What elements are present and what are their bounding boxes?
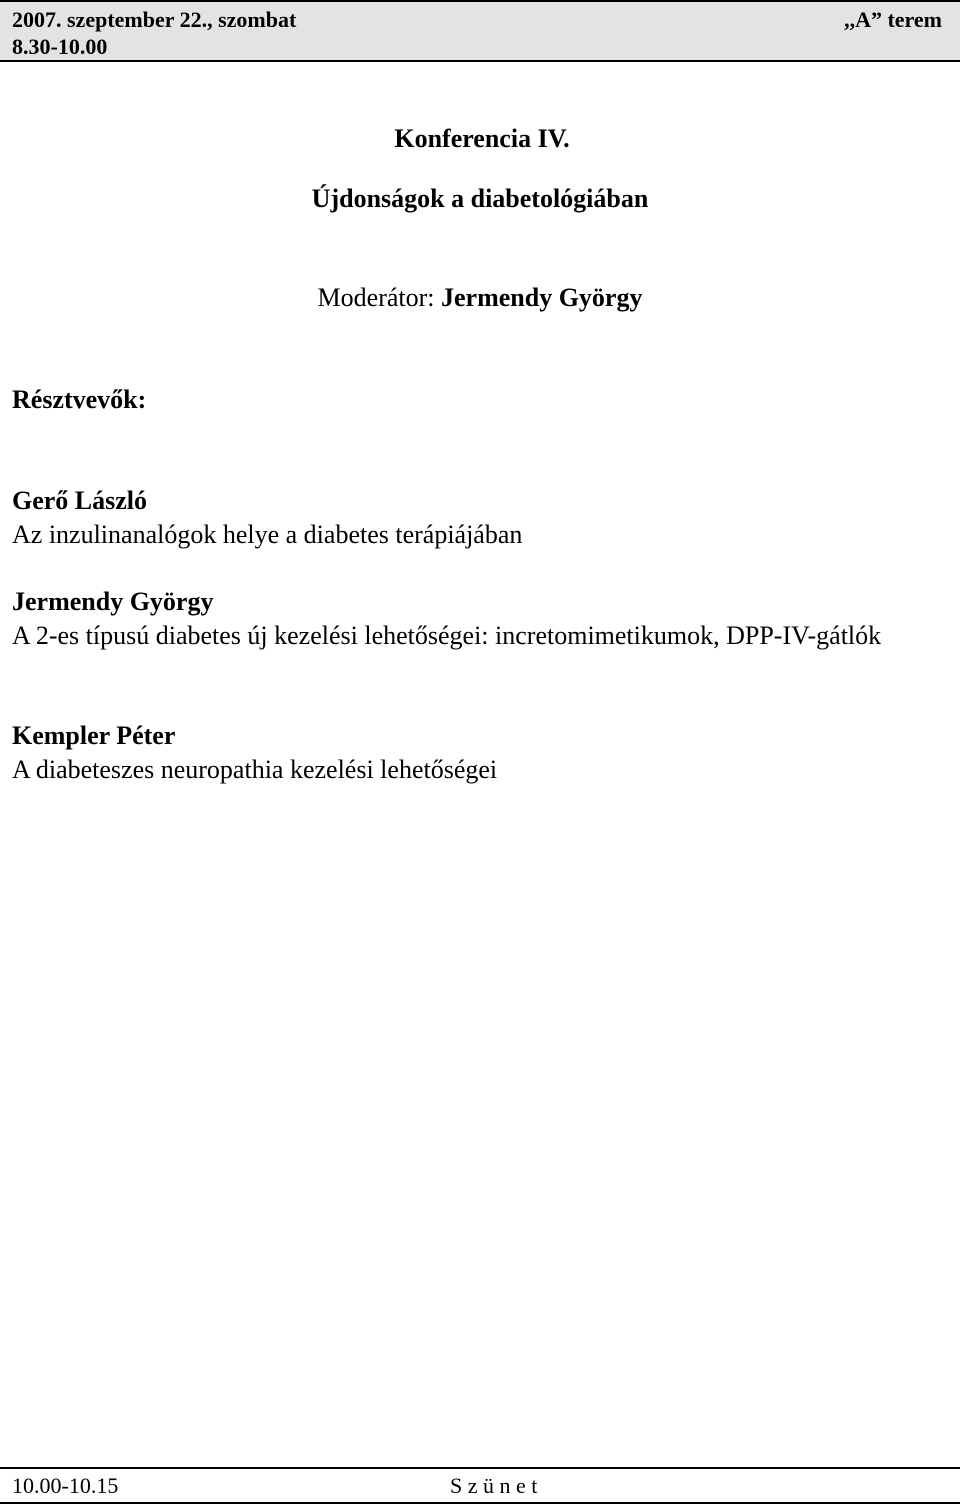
moderator-name: Jermendy György: [441, 283, 643, 312]
break-label: S z ü n e t: [450, 1473, 538, 1498]
session-title: Konferencia IV.: [394, 124, 570, 153]
session-date: 2007. szeptember 22., szombat: [12, 7, 297, 32]
session-room: ,,A” terem: [844, 7, 942, 32]
moderator-label: Moderátor:: [317, 283, 435, 312]
participant-entry: [12, 484, 942, 552]
participant-name: Jermendy György: [12, 587, 214, 616]
session-subtitle: Újdonságok a diabetológiában: [311, 184, 649, 213]
participant-entry: [12, 585, 942, 653]
participant-name: Kempler Péter: [12, 721, 176, 750]
participant-topic: A 2-es típusú diabetes új kezelési lehetőségei: incretomimetikumok, DPP-IV-gátlók: [12, 621, 882, 650]
moderator-line: [0, 283, 960, 313]
participant-name: Gerő László: [12, 486, 148, 515]
session-header: [0, 0, 960, 62]
participants-heading: Résztvevők:: [12, 385, 147, 414]
session-time: 8.30-10.00: [12, 34, 108, 59]
participant-topic: A diabeteszes neuropathia kezelési lehetőségei: [12, 755, 498, 784]
break-time: 10.00-10.15: [12, 1473, 119, 1498]
participant-topic: Az inzulinanalógok helye a diabetes terápiájában: [12, 520, 523, 549]
participant-entry: [12, 719, 942, 787]
break-row: [0, 1467, 960, 1504]
